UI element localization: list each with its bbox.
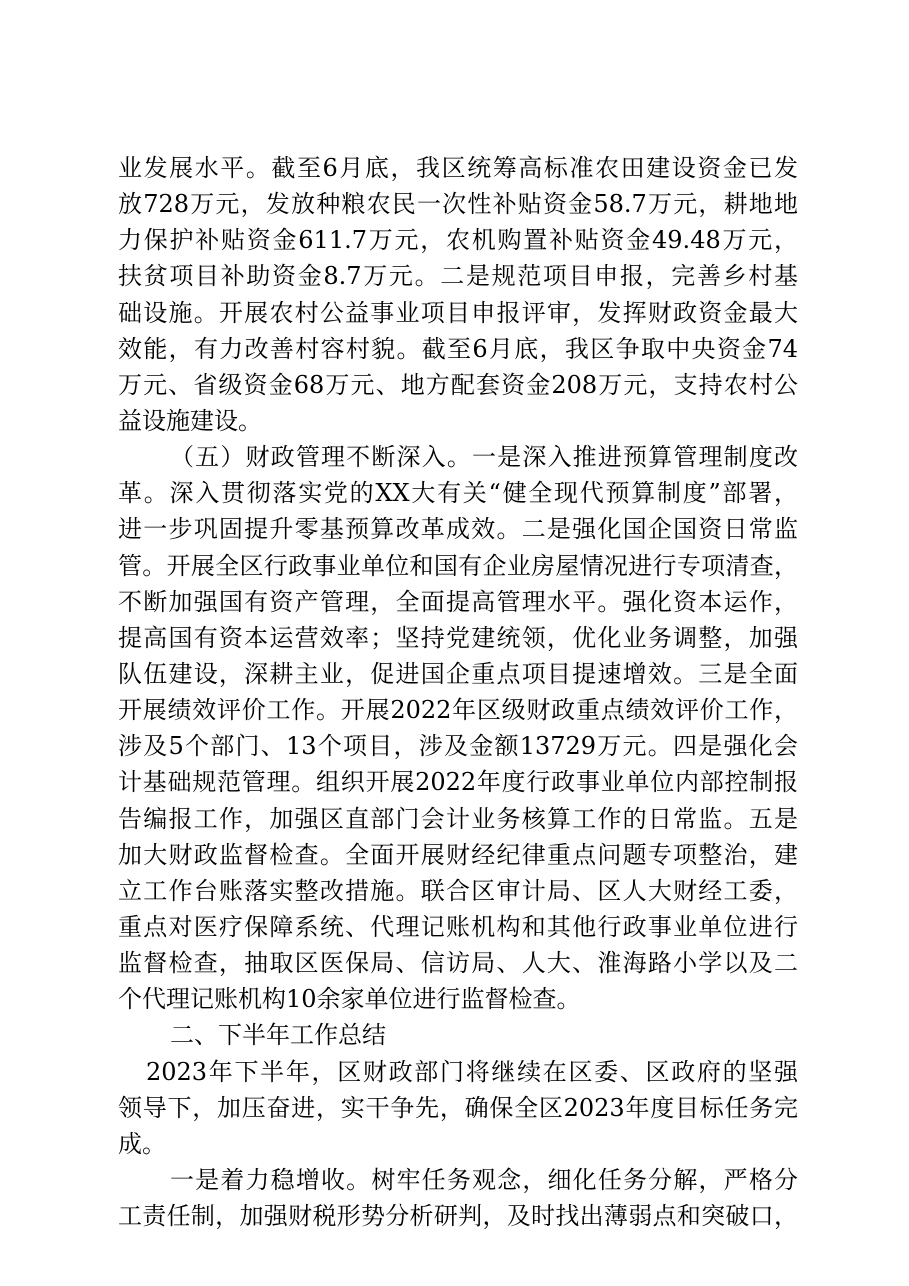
paragraph-line: 立工作台账落实整改措施。联合区审计局、区人大财经工委， — [118, 877, 798, 905]
paragraph-line: 领导下，加压奋进，实干争先，确保全区2023年度目标任务完 — [118, 1094, 798, 1122]
paragraph-line: 告编报工作，加强区直部门会计业务核算工作的日常监。五是 — [118, 805, 798, 833]
paragraph-line: 础设施。开展农村公益事业项目申报评审，发挥财政资金最大 — [118, 299, 798, 327]
paragraph-line: 万元、省级资金68万元、地方配套资金208万元，支持农村公 — [118, 371, 798, 399]
paragraph-line: 加大财政监督检查。全面开展财经纪律重点问题专项整治，建 — [118, 841, 798, 869]
paragraph-line: 进一步巩固提升零基预算改革成效。二是强化国企国资日常监 — [118, 515, 798, 543]
paragraph-line: 监督检查，抽取区医保局、信访局、人大、淮海路小学以及二 — [118, 949, 798, 977]
paragraph-line: 一是着力稳增收。树牢任务观念，细化任务分解，严格分 — [170, 1166, 798, 1194]
paragraph-line: 涉及5个部门、13个项目，涉及金额13729万元。四是强化会 — [118, 732, 798, 760]
paragraph-line: 放728万元，发放种粮农民一次性补贴资金58.7万元，耕地地 — [118, 190, 798, 218]
paragraph-line: 提高国有资本运营效率；坚持党建统领，优化业务调整，加强 — [118, 624, 798, 652]
section-heading: 二、下半年工作总结 — [170, 1021, 386, 1049]
paragraph-line: 力保护补贴资金611.7万元，农机购置补贴资金49.48万元， — [118, 226, 798, 254]
paragraph-line: 开展绩效评价工作。开展2022年区级财政重点绩效评价工作， — [118, 696, 798, 724]
paragraph-line: 成。 — [118, 1130, 166, 1158]
paragraph-line: 效能，有力改善村容村貌。截至6月底，我区争取中央资金74 — [118, 335, 798, 363]
paragraph-line: 个代理记账机构10余家单位进行监督检查。 — [118, 985, 581, 1013]
paragraph-line: 益设施建设。 — [118, 407, 262, 435]
paragraph-line: 管。开展全区行政事业单位和国有企业房屋情况进行专项清查， — [118, 552, 798, 580]
paragraph-line: 计基础规范管理。组织开展2022年度行政事业单位内部控制报 — [118, 768, 798, 796]
paragraph-line: 扶贫项目补助资金8.7万元。二是规范项目申报，完善乡村基 — [118, 262, 798, 290]
paragraph-line: 工责任制，加强财税形势分析研判，及时找出薄弱点和突破口， — [118, 1202, 798, 1230]
paragraph-line: 重点对医疗保障系统、代理记账机构和其他行政事业单位进行 — [118, 913, 798, 941]
paragraph-line: 不断加强国有资产管理，全面提高管理水平。强化资本运作， — [118, 588, 798, 616]
paragraph-line: 业发展水平。截至6月底，我区统筹高标准农田建设资金已发 — [118, 154, 798, 182]
paragraph-line: 队伍建设，深耕主业，促进国企重点项目提速增效。三是全面 — [118, 660, 798, 688]
section-heading-line: （五）财政管理不断深入。一是深入推进预算管理制度改 — [170, 443, 798, 471]
paragraph-line: 革。深入贯彻落实党的XX大有关“健全现代预算制度”部署， — [118, 479, 798, 507]
paragraph-line: 2023年下半年，区财政部门将继续在区委、区政府的坚强 — [146, 1058, 798, 1086]
